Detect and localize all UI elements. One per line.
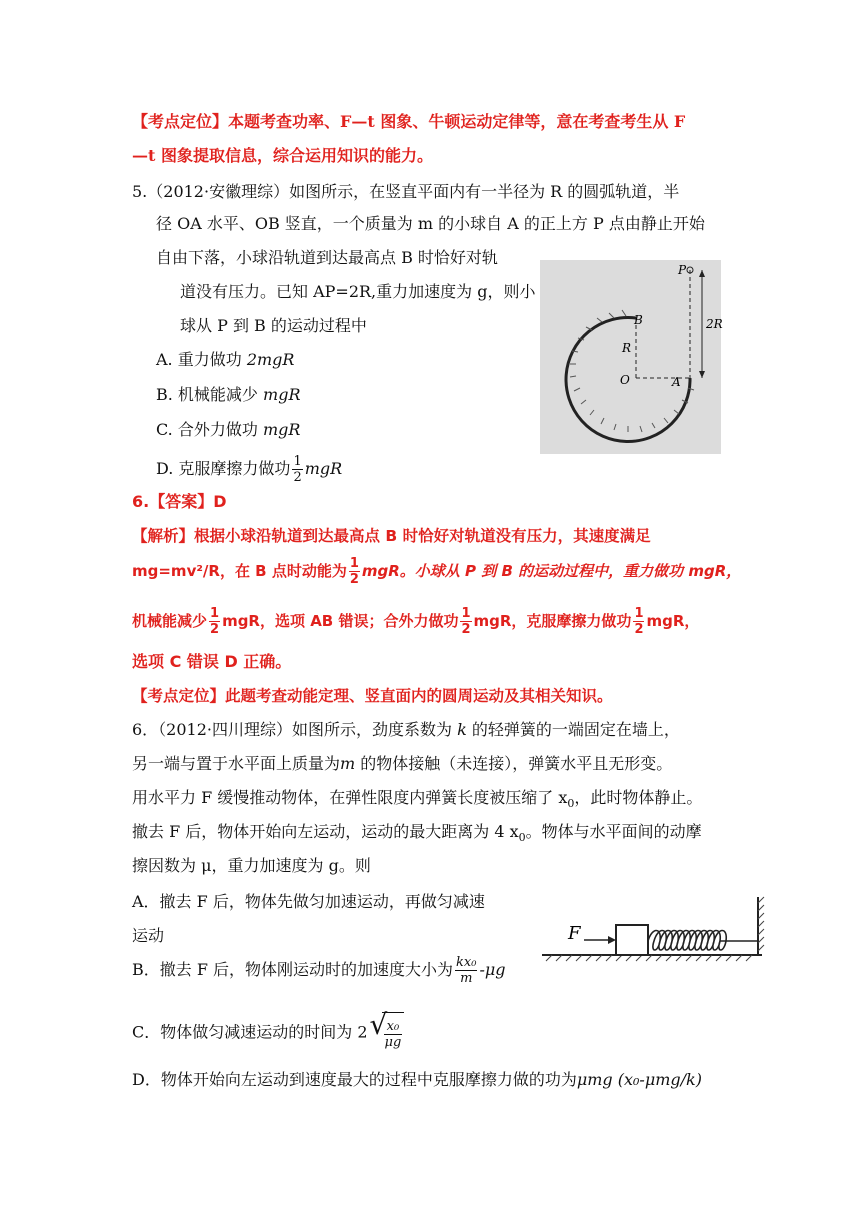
- explanation-keypoint: 【考点定位】此题考查动能定理、竖直面内的圆周运动及其相关知识。: [132, 687, 613, 705]
- q5-option-b: B. 机械能减少 mgR: [156, 385, 301, 404]
- label-o: O: [620, 373, 630, 387]
- q5-line-2: 径 OA 水平、OB 竖直，一个质量为 m 的小球自 A 的正上方 P 点由静止开始: [156, 214, 705, 233]
- keypoint-line-2: —t 图象提取信息，综合运用知识的能力。: [132, 146, 433, 165]
- q6-option-d: D．物体开始向左运动到速度最大的过程中克服摩擦力做的功为μmg (x₀-μmg/k): [132, 1070, 702, 1089]
- circular-track-figure: [540, 260, 721, 454]
- q6-option-a-line-1: A．撤去 F 后，物体先做匀加速运动，再做匀减速: [132, 892, 485, 911]
- q6-option-c: C．物体做匀减速运动的时间为 2 √ $\frac{\text{x₀}}{\mu g}$: [132, 1012, 404, 1054]
- explanation-line-3: 机械能减少 $\frac{1}{2}$ mgR，选项 AB 错误；合外力做功 $\frac{1}{2}$ mgR，克服摩擦力做功 $\frac{1}{2}$ mgR，: [132, 606, 700, 637]
- q6-option-a-line-2: 运动: [132, 926, 165, 945]
- block: [616, 925, 648, 955]
- q6-line-2: 另一端与置于水平面上质量为m 的物体接触（未连接），弹簧水平且无形变。: [132, 754, 673, 773]
- keypoint-line-1: 【考点定位】本题考查功率、F—t 图象、牛顿运动定律等，意在考查考生从 F: [132, 112, 686, 131]
- q5-line-1: 5.（2012·安徽理综）如图所示，在竖直平面内有一半径为 R 的圆弧轨道，半: [132, 182, 680, 201]
- label-f: F: [568, 923, 581, 944]
- label-p: P: [678, 263, 687, 277]
- label-a: A: [672, 375, 681, 389]
- q6-line-3: 用水平力 F 缓慢推动物体，在弹性限度内弹簧长度被压缩了 $x_0$，此时物体静止。: [132, 788, 703, 811]
- q5-option-d: D. 克服摩擦力做功 $\frac{1}{2}$ mgR: [156, 454, 343, 485]
- fraction: $\frac{1}{2}$: [293, 454, 302, 485]
- explanation-line-4: 选项 C 错误 D 正确。: [132, 652, 292, 671]
- answer-label: 6.【答案】D: [132, 492, 227, 511]
- q5-option-a: A. 重力做功 2mgR: [156, 350, 295, 369]
- q5-option-c: C. 合外力做功 mgR: [156, 420, 301, 439]
- q6-line-5: 擦因数为 μ，重力加速度为 g。则: [132, 856, 371, 875]
- label-2r: 2R: [706, 317, 723, 331]
- q5-line-5: 球从 P 到 B 的运动过程中: [180, 316, 367, 335]
- square-root: √ $\frac{\text{x₀}}{\mu g}$: [370, 1012, 405, 1054]
- q5-line-3: 自由下落，小球沿轨道到达最高点 B 时恰好对轨: [156, 248, 498, 267]
- label-b: B: [634, 313, 643, 327]
- explanation-line-2: mg=mv²/R，在 B 点时动能为 $\frac{1}{2}$ mgR。小球从 P 到 B 的运动过程中，重力做功 mgR，: [132, 556, 742, 587]
- q6-line-1: 6．（2012·四川理综）如图所示，劲度系数为 k 的轻弹簧的一端固定在墙上，: [132, 720, 680, 739]
- q5-line-4: 道没有压力。已知 AP=2R,重力加速度为 g，则小: [180, 282, 536, 301]
- spring-block-figure: [540, 895, 770, 965]
- explanation-line-1: 【解析】根据小球沿轨道到达最高点 B 时恰好对轨道没有压力，其速度满足: [132, 527, 651, 545]
- q6-line-4: 撤去 F 后，物体开始向左运动，运动的最大距离为 4 $x_0$。物体与水平面间的动摩: [132, 822, 702, 845]
- label-r: R: [622, 341, 632, 355]
- spring-icon: [648, 931, 758, 951]
- q6-option-b: B．撤去 F 后，物体刚运动时的加速度大小为 $\frac{\text{kx₀}}{m}$ -μg: [132, 955, 506, 986]
